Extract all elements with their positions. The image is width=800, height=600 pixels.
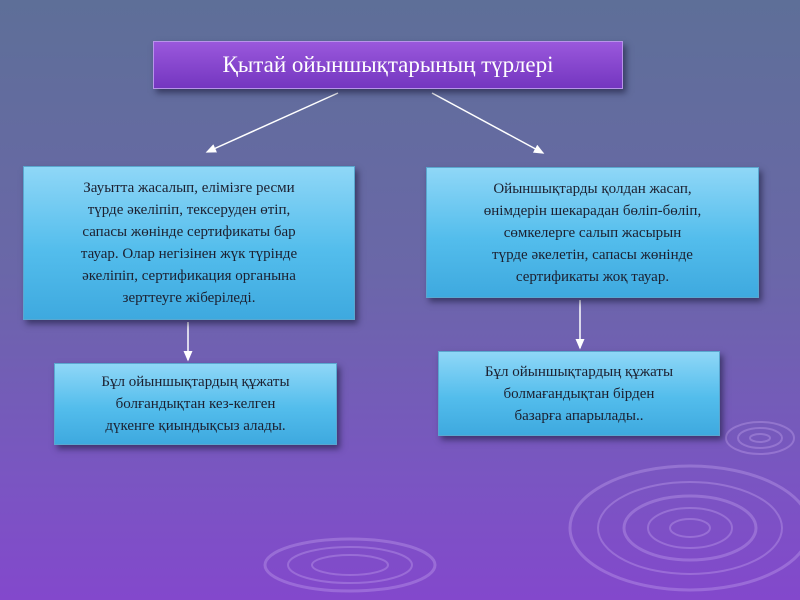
left-result-text	[101, 371, 289, 437]
text-line: сапасы жөнінде сертификаты бар	[82, 224, 296, 240]
text-line: сөмкелерге салып жасырын	[503, 224, 682, 241]
title-text: Қытай ойыншықтарының түрлері	[222, 52, 554, 77]
right-category-text	[484, 178, 701, 288]
right-result-text	[485, 361, 673, 427]
left-category-text	[81, 177, 297, 309]
text-line: Бұл ойыншықтардың құжаты	[101, 374, 290, 390]
text-line: Ойыншықтарды қолдан жасап,	[493, 180, 692, 197]
text-line: тауар. Олар негізінен жүк түрінде	[80, 246, 298, 262]
text-line: өнімдерін шекарадан бөліп-бөліп,	[483, 202, 702, 219]
text-line: базарға апарылады..	[514, 407, 644, 424]
text-line: Бұл ойыншықтардың құжаты	[484, 363, 674, 380]
right-category-box	[426, 167, 759, 298]
text-line: Зауытта жасалып, елімізге ресми	[83, 180, 295, 196]
left-category-box	[23, 166, 355, 320]
text-line: түрде әкеліпіп, тексеруден өтіп,	[87, 202, 291, 218]
text-line: болмағандықтан бірден	[503, 385, 655, 402]
arrow-title-left	[207, 93, 338, 152]
text-line: әкеліпіп, сертификация органына	[82, 268, 296, 284]
right-result-box	[438, 351, 720, 436]
text-line: болғандықтан кез-келген	[115, 396, 276, 412]
arrow-title-right	[432, 93, 543, 153]
text-line: зерттеуге жіберіледі.	[122, 290, 256, 306]
text-line: сертификаты жоқ тауар.	[515, 268, 670, 285]
left-result-box	[54, 363, 337, 445]
text-line: түрде әкелетін, сапасы жөнінде	[492, 246, 693, 263]
text-line: дүкенге қиындықсыз алады.	[105, 418, 286, 434]
title-box	[153, 41, 623, 89]
